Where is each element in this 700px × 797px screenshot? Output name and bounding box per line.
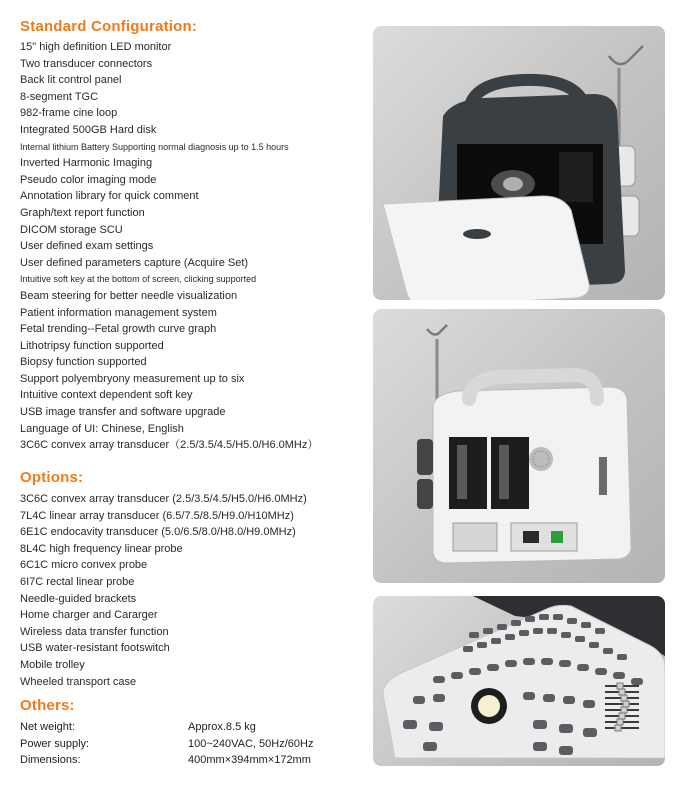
list-item: 7L4C linear array transducer (6.5/7.5/8.5/H9.0/H10MHz) [20, 509, 294, 522]
list-item: Internal lithium Battery Supporting normal diagnosis up to 1.5 hours [20, 141, 289, 152]
spec-label: Net weight: [20, 721, 76, 733]
spec-value: 100~240VAC, 50Hz/60Hz [188, 737, 314, 750]
list-item: Wheeled transport case [20, 675, 137, 688]
list-item: 8-segment TGC [20, 90, 99, 103]
list-item: Biopsy function supported [20, 356, 147, 369]
list-item: DICOM storage SCU [20, 223, 123, 236]
list-item: Lithotripsy function supported [20, 339, 164, 352]
list-item: Graph/text report function [20, 206, 145, 219]
table-row [20, 736, 313, 753]
list-item: Integrated 500GB Hard disk [20, 123, 157, 136]
ultrasound-keyboard-image [373, 596, 665, 766]
list-item: Intuitive context dependent soft key [20, 389, 193, 402]
table-row [20, 719, 313, 736]
standard-configuration-list [20, 39, 318, 454]
spec-value: Approx.8.5 kg [188, 721, 256, 733]
list-item: 3C6C convex array transducer (2.5/3.5/4.5/H5.0/H6.0MHz) [20, 493, 307, 505]
spec-label: Power supply: [20, 737, 90, 750]
list-item: 6E1C endocavity transducer (5.0/6.5/8.0/H8.0/H9.0MHz) [20, 526, 296, 539]
list-item: Home charger and Cararger [20, 609, 158, 622]
list-item: Annotation library for quick comment [20, 190, 199, 203]
list-item: Wireless data transfer function [20, 625, 169, 638]
table-row [20, 752, 313, 769]
list-item: 982-frame cine loop [20, 107, 118, 120]
others-table [20, 719, 313, 769]
others-title: Others: [20, 697, 75, 714]
standard-configuration-title: Standard Configuration: [20, 18, 198, 35]
list-item: User defined exam settings [20, 240, 154, 253]
list-item: Pseudo color imaging mode [20, 173, 157, 186]
list-item: Needle-guided brackets [20, 592, 137, 605]
list-item: USB image transfer and software upgrade [20, 406, 226, 419]
ultrasound-rear-image [373, 309, 665, 583]
list-item: Patient information management system [20, 306, 217, 319]
list-item: 8L4C high frequency linear probe [20, 542, 183, 555]
list-item: 15" high definition LED monitor [20, 41, 172, 53]
list-item: 6C1C micro convex probe [20, 559, 148, 572]
list-item: Language of UI: Chinese, English [20, 422, 184, 435]
ultrasound-front-image [373, 26, 665, 300]
options-title: Options: [20, 469, 84, 486]
list-item: User defined parameters capture (Acquire Set) [20, 256, 249, 269]
options-list [20, 491, 307, 690]
spec-value: 400mm×394mm×172mm [188, 754, 311, 767]
spec-label: Dimensions: [20, 754, 81, 767]
list-item: 6I7C rectal linear probe [20, 575, 135, 588]
list-item: Mobile trolley [20, 658, 85, 671]
list-item: 3C6C convex array transducer（2.5/3.5/4.5/H5.0/H6.0MHz） [20, 439, 319, 452]
list-item: Fetal trending--Fetal growth curve graph [20, 323, 217, 336]
list-item: USB water-resistant footswitch [20, 642, 170, 655]
list-item: Two transducer connectors [20, 57, 153, 70]
list-item: Support polyembryony measurement up to six [20, 372, 245, 385]
list-item: Back lit control panel [20, 74, 122, 87]
list-item: Beam steering for better needle visualization [20, 289, 238, 302]
list-item: Intuitive soft key at the bottom of screen, clicking supported [20, 274, 257, 285]
list-item: Inverted Harmonic Imaging [20, 157, 153, 170]
